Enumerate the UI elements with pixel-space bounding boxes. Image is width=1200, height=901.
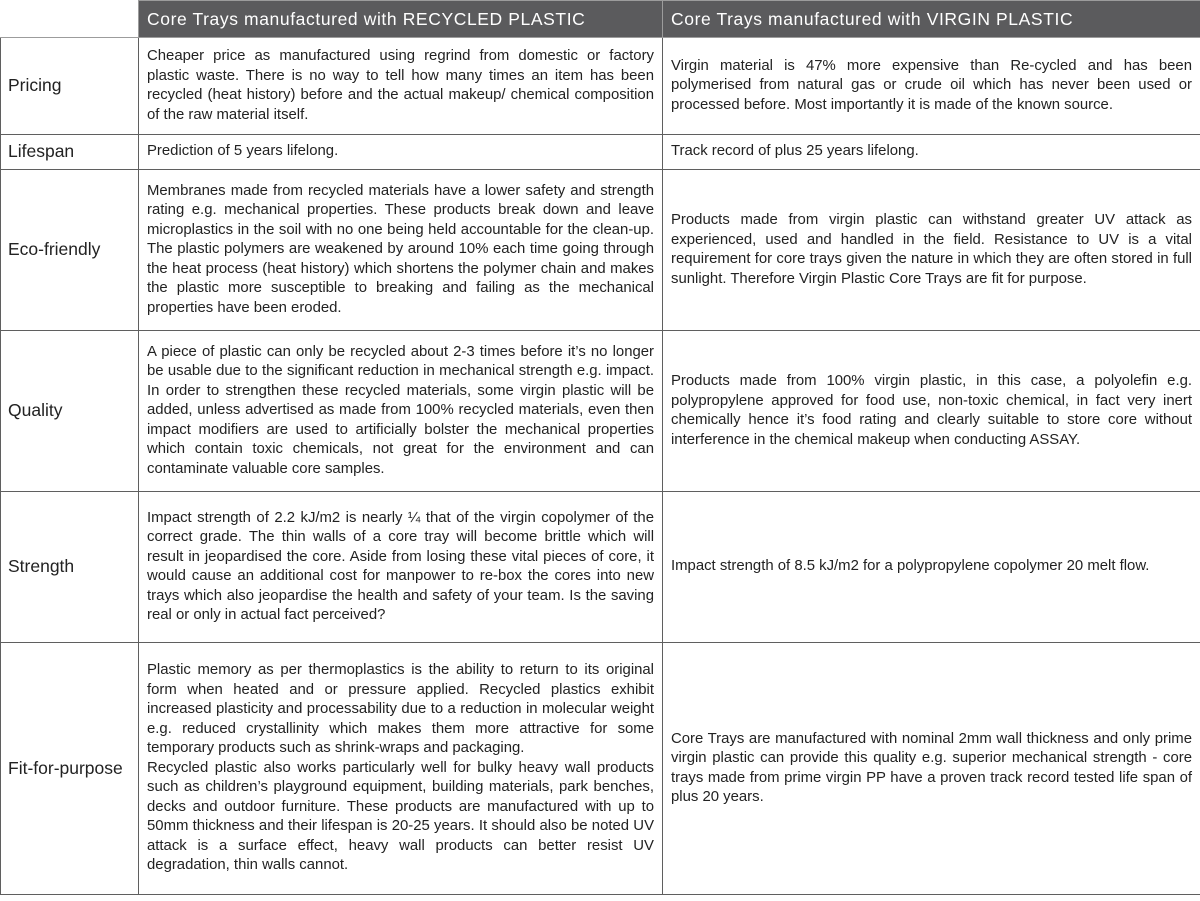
virgin-cell-quality: Products made from 100% virgin plastic, in this case, a polyolefin e.g. polypropylene approved for food use, non-toxic chemical, in fact very inert chemically hence it’s food rating and clearly suitable to store core without interference in the chemical makeup when conducting ASSAY. [663,331,1200,492]
table-row [1,331,1200,492]
table-row [1,135,1200,170]
recycled-fit-paragraph-2: Recycled plastic also works particularly well for bulky heavy wall products such as children’s playground equipment, building materials, park benches, decks and outdoor furniture. These products are manufactured with up to 50mm thickness and their lifespan is 20-25 years. It should also be noted UV attack is a surface effect, heavy wall products can better resist UV degradation, thin walls cannot. [147,759,654,874]
row-label-eco-friendly: Eco-friendly [1,170,139,331]
row-label-lifespan: Lifespan [1,135,139,170]
virgin-cell-pricing: Virgin material is 47% more expensive than Re-cycled and has been polymerised from natural gas or crude oil which has never been used or processed before. Most importantly it is made of the known source. [663,38,1200,135]
virgin-cell-lifespan: Track record of plus 25 years lifelong. [663,135,1200,170]
recycled-fit-paragraph-1: Plastic memory as per thermoplastics is the ability to return to its original form when heated and or pressure applied. Recycled plastics exhibit increased plasticity and processability due to a reduction in molecular weight e.g. reduced crystallinity which makes them more attractive for some temporary products such as shrink-wraps and packaging. [147,662,654,757]
row-label-quality: Quality [1,331,139,492]
row-label-pricing: Pricing [1,38,139,135]
header-corner-cell [1,1,139,38]
table-row [1,170,1200,331]
virgin-cell-eco-friendly: Products made from virgin plastic can withstand greater UV attack as experienced, used and handled in the field. Resistance to UV is a vital requirement for core trays given the nature in which they are often stored in full sunlight. Therefore Virgin Plastic Core Trays are fit for purpose. [663,170,1200,331]
table-row [1,643,1200,895]
table-row [1,38,1200,135]
recycled-cell-pricing: Cheaper price as manufactured using regrind from domestic or factory plastic waste. There is no way to tell how many times an item has been recycled (heat history) before and the actual makeup/ chemical composition of the raw material itself. [139,38,663,135]
table-header-row [1,1,1200,38]
row-label-strength: Strength [1,492,139,643]
recycled-cell-fit-for-purpose [139,643,663,895]
table-row [1,492,1200,643]
header-virgin: Core Trays manufactured with VIRGIN PLASTIC [663,1,1200,38]
recycled-cell-lifespan: Prediction of 5 years lifelong. [139,135,663,170]
header-recycled: Core Trays manufactured with RECYCLED PLASTIC [139,1,663,38]
virgin-cell-fit-for-purpose: Core Trays are manufactured with nominal 2mm wall thickness and only prime virgin plastic can provide this quality e.g. superior mechanical strength - core trays made from prime virgin PP have a proven track record tested life span of plus 20 years. [663,643,1200,895]
row-label-fit-for-purpose: Fit-for-purpose [1,643,139,895]
virgin-cell-strength: Impact strength of 8.5 kJ/m2 for a polypropylene copolymer 20 melt flow. [663,492,1200,643]
recycled-cell-quality: A piece of plastic can only be recycled about 2-3 times before it’s no longer be usable due to the significant reduction in mechanical strength e.g. impact. In order to strengthen these recycled materials, some virgin plastic will be added, unless advertised as made from 100% recycled materials, even then impact modifiers are used to artificially bolster the mechanical properties which contain toxic chemicals, not great for the environment and can contaminate valuable core samples. [139,331,663,492]
recycled-cell-strength: Impact strength of 2.2 kJ/m2 is nearly ¼ that of the virgin copolymer of the correct grade. The thin walls of a core tray will become brittle which will result in jeopardised the core. Aside from losing these vital pieces of core, it would cause an additional cost for manpower to re-box the cores into new trays which also jeopardise the health and safety of your team. Is the saving real or only in actual fact perceived? [139,492,663,643]
recycled-cell-eco-friendly: Membranes made from recycled materials have a lower safety and strength rating e.g. mechanical properties. These products break down and leave microplastics in the soil with no one being held accountable for the clean-up. The plastic polymers are weakened by around 10% each time going through the heat process (heat history) which shortens the polymer chain and makes the plastic more susceptible to breaking and failing as the mechanical properties have been eroded. [139,170,663,331]
